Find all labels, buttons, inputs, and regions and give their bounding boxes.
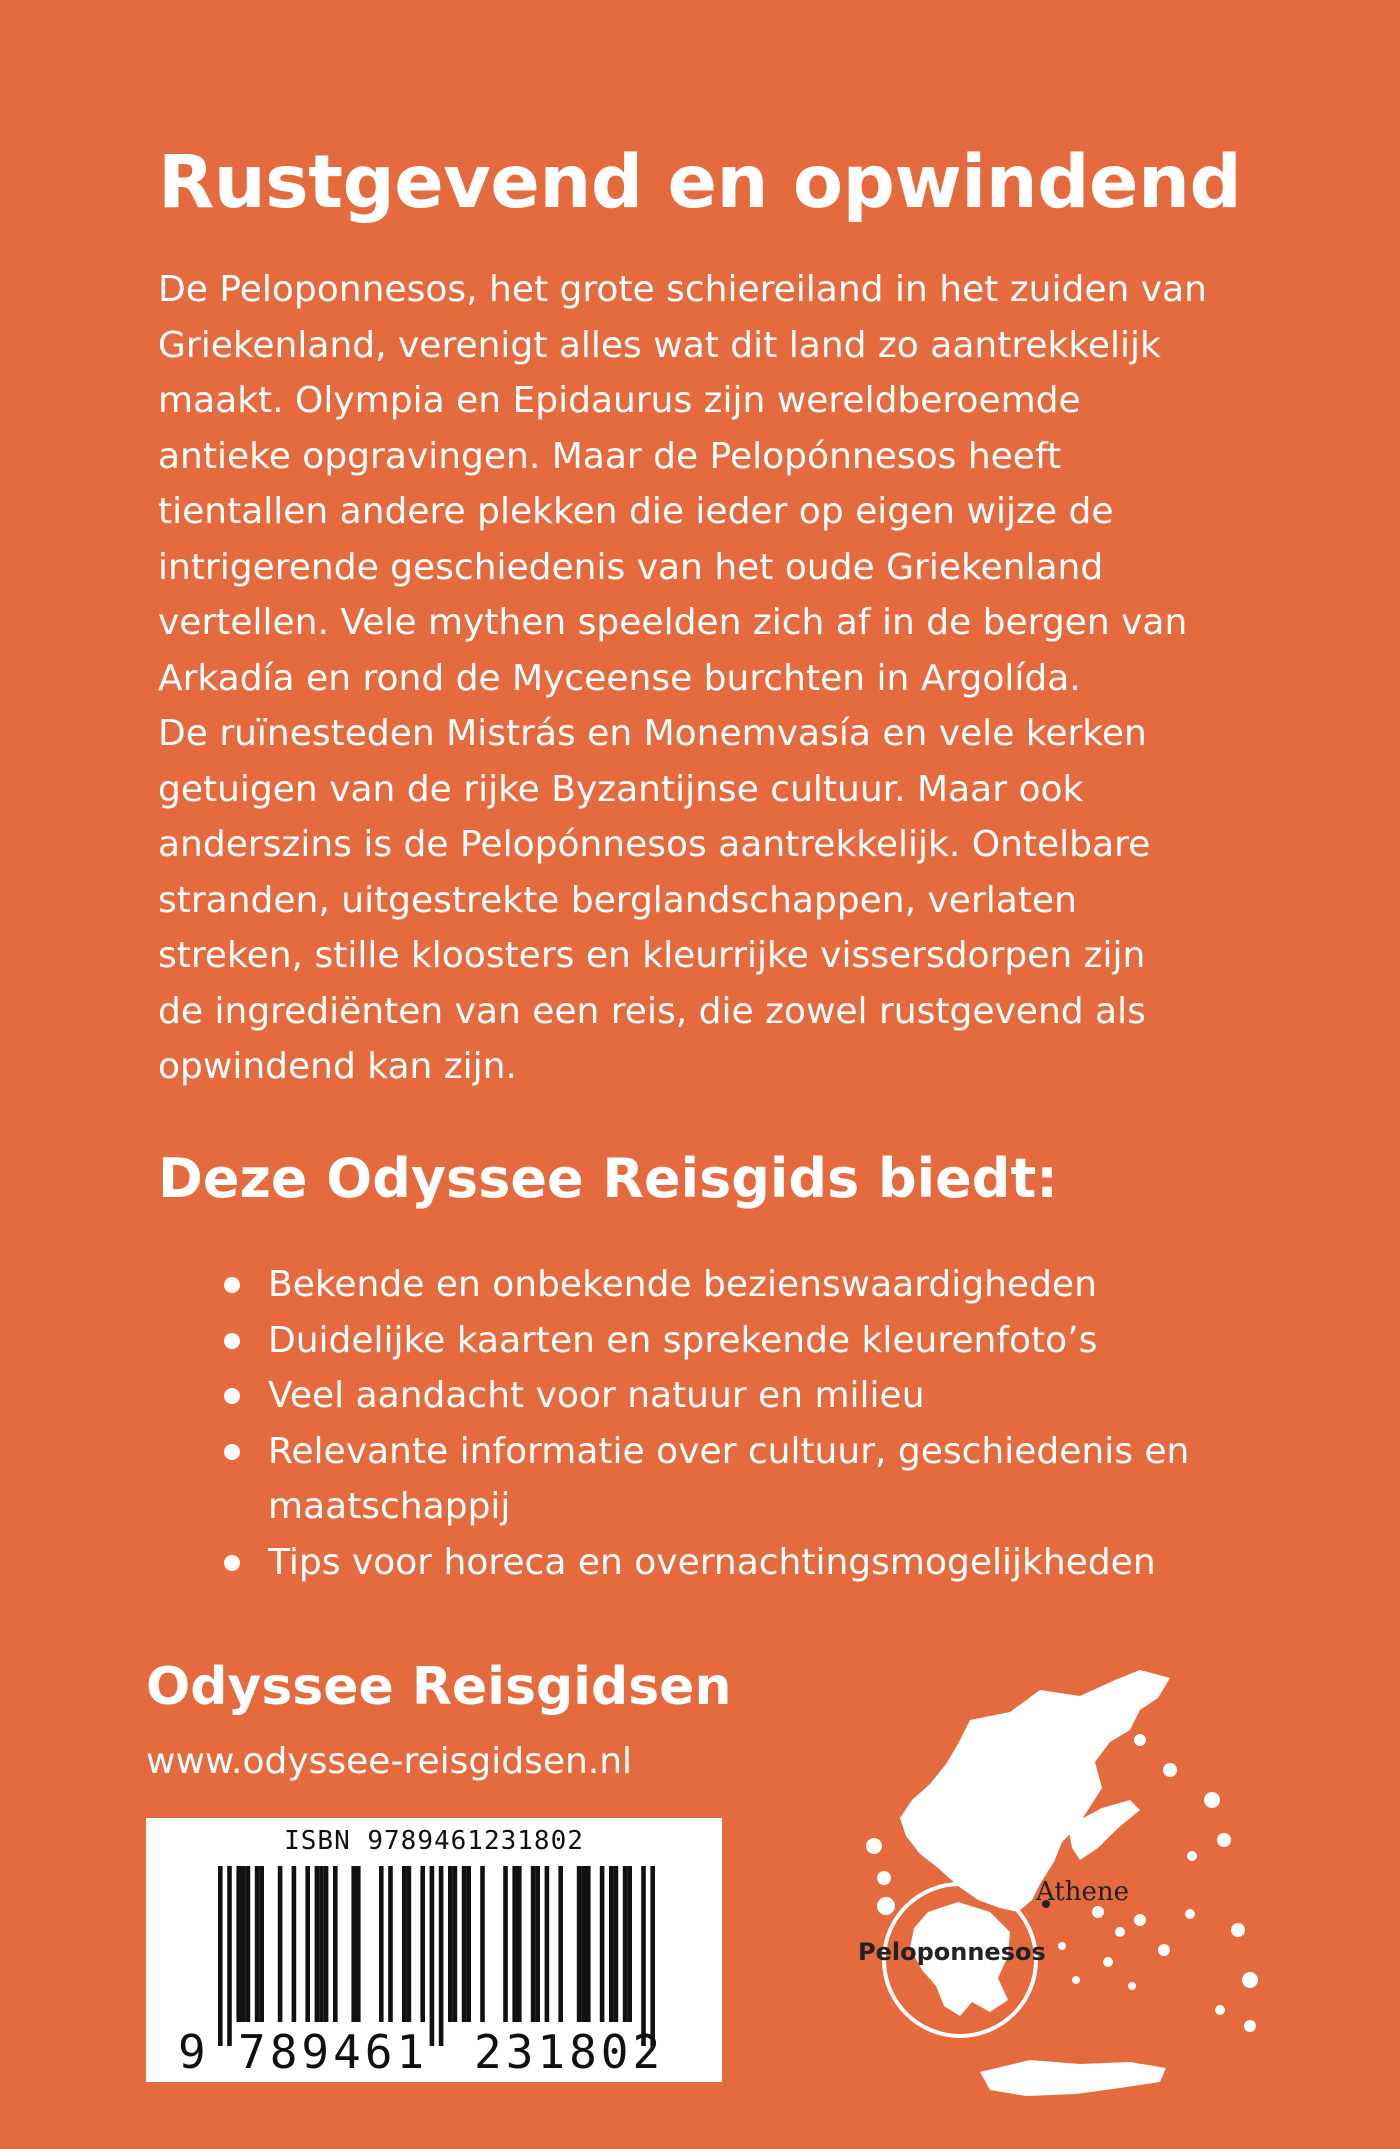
barcode-bar	[466, 1866, 471, 2022]
bullet-icon	[224, 1444, 240, 1460]
barcode-bar	[627, 1866, 632, 2022]
barcode-first-digit: 9	[178, 2025, 206, 2076]
barcode-bar	[558, 1866, 563, 2022]
list-item-text	[268, 1313, 1320, 1369]
barcode-bar	[259, 1866, 264, 2022]
barcode-bar	[650, 1866, 655, 2046]
peloponnesos-label: Peloponnesos	[858, 1938, 1046, 1966]
intro-line: streken, stille kloosters en kleurrijke vissersdorpen zijn	[158, 935, 1146, 976]
barcode-bar	[420, 1866, 425, 2022]
barcode-bar	[430, 1866, 435, 2046]
list-item-line: Veel aandacht voor natuur en milieu	[268, 1375, 925, 1416]
barcode-bar	[402, 1866, 407, 2022]
barcode-left-digits: 789461	[238, 2025, 429, 2076]
intro-line: intrigerende geschiedenis van het oude Griekenland	[158, 546, 1104, 588]
bullet-icon	[224, 1388, 240, 1404]
list-item	[220, 1368, 1320, 1424]
list-item	[220, 1535, 1320, 1591]
barcode-bar	[379, 1866, 384, 2022]
barcode-bar	[535, 1866, 540, 2022]
list-item-line: maatschappij	[268, 1486, 511, 1527]
barcode-bar	[531, 1866, 536, 2022]
barcode-bar	[356, 1866, 361, 2022]
intro-line: De ruïnesteden Mistrás en Monemvasía en vele kerken	[158, 713, 1147, 754]
page-title: Rustgevend en opwindend	[158, 140, 1242, 225]
barcode-bar	[319, 1866, 324, 2022]
intro-line: vertellen. Vele mythen speelden zich af in de bergen van	[158, 602, 1188, 643]
barcode-bars	[218, 1866, 655, 2046]
barcode-bar	[315, 1866, 320, 2022]
barcode-bar	[255, 1866, 260, 2022]
barcode-right-digits: 231802	[474, 2025, 665, 2076]
mainland-shape	[900, 1670, 1170, 1912]
barcode-bar	[305, 1866, 310, 2022]
crete-shape	[980, 2060, 1166, 2096]
isbn-barcode	[146, 1818, 722, 2082]
intro-line: antieke opgravingen. Maar de Pelopónnesos heeft	[158, 435, 1062, 477]
barcode-bar	[246, 1866, 251, 2022]
list-item	[220, 1257, 1320, 1313]
barcode-bar	[512, 1866, 517, 2022]
list-item	[220, 1313, 1320, 1369]
features-heading: Deze Odyssee Reisgids biedt:	[158, 1147, 1058, 1210]
intro-line: tientallen andere plekken die ieder op eigen wijze de	[158, 491, 1114, 532]
list-item-text	[268, 1424, 1320, 1535]
bullet-icon	[224, 1333, 240, 1349]
bullet-icon	[224, 1277, 240, 1293]
barcode-bar	[333, 1866, 338, 2022]
intro-line: anderszins is de Pelopónnesos aantrekkelijk. Ontelbare	[158, 824, 1151, 865]
barcode-bar	[641, 1866, 646, 2046]
barcode-bar	[586, 1866, 591, 2022]
barcode-bar	[407, 1866, 412, 2022]
publisher-url[interactable]: www.odyssee-reisgidsen.nl	[146, 1741, 633, 1782]
intro-line: stranden, uitgestrekte berglandschappen, verlaten	[158, 879, 1077, 921]
features-list	[220, 1257, 1320, 1590]
barcode-bar	[453, 1866, 458, 2022]
barcode-bar	[448, 1866, 453, 2022]
intro-line: Arkadía en rond de Myceense burchten in Argolída.	[158, 657, 1081, 699]
barcode-bar	[517, 1866, 522, 2022]
intro-line: De Peloponnesos, het grote schiereiland in het zuiden van	[158, 269, 1207, 310]
barcode-bar	[351, 1866, 356, 2022]
barcode-bar	[577, 1866, 582, 2022]
intro-line: getuigen van de rijke Byzantijnse cultuur. Maar ook	[158, 768, 1084, 810]
intro-line: maakt. Olympia en Epidaurus zijn wereldberoemde	[158, 380, 1081, 421]
publisher-name: Odyssee Reisgidsen	[146, 1657, 732, 1717]
bullet-icon	[224, 1555, 240, 1571]
list-item-text	[268, 1257, 1320, 1313]
barcode-bar	[292, 1866, 297, 2022]
list-item-text	[268, 1368, 1320, 1424]
barcode-bar	[218, 1866, 223, 2046]
list-item	[220, 1424, 1320, 1535]
barcode-bar	[614, 1866, 619, 2022]
intro-line: de ingrediënten van een reis, die zowel rustgevend als	[158, 990, 1146, 1032]
intro-line: opwindend kan zijn.	[158, 1046, 517, 1087]
barcode-bar	[462, 1866, 467, 2022]
intro-paragraph	[158, 262, 1278, 1095]
barcode-bar	[623, 1866, 628, 2022]
barcode-bar	[503, 1866, 508, 2022]
greece-map	[840, 1650, 1280, 2120]
barcode-bar	[439, 1866, 444, 2046]
list-item-line: Duidelijke kaarten en sprekende kleurenfoto’s	[268, 1319, 1098, 1361]
isbn-label: ISBN 9789461231802	[284, 1826, 584, 1856]
list-item-line: Relevante informatie over cultuur, geschiedenis en	[268, 1430, 1190, 1472]
list-item-line: Bekende en onbekende bezienswaardigheden	[268, 1264, 1097, 1305]
barcode-bar	[581, 1866, 586, 2022]
barcode-bar	[236, 1866, 241, 2022]
barcode-bar	[278, 1866, 283, 2022]
barcode-bar	[241, 1866, 246, 2022]
intro-line: Griekenland, verenigt alles wat dit land zo aantrekkelijk	[158, 324, 1161, 366]
athens-label: Athene	[1036, 1877, 1130, 1907]
barcode-bar	[600, 1866, 605, 2022]
barcode-bar	[480, 1866, 485, 2022]
barcode-bar	[545, 1866, 550, 2022]
list-item-text	[268, 1535, 1320, 1591]
barcode-bar	[388, 1866, 393, 2022]
barcode-bar	[227, 1866, 232, 2046]
barcode-graphic	[174, 1866, 694, 2076]
list-item-line: Tips voor horeca en overnachtingsmogelijkheden	[268, 1541, 1156, 1583]
barcode-bar	[609, 1866, 614, 2022]
barcode-bar	[324, 1866, 329, 2022]
